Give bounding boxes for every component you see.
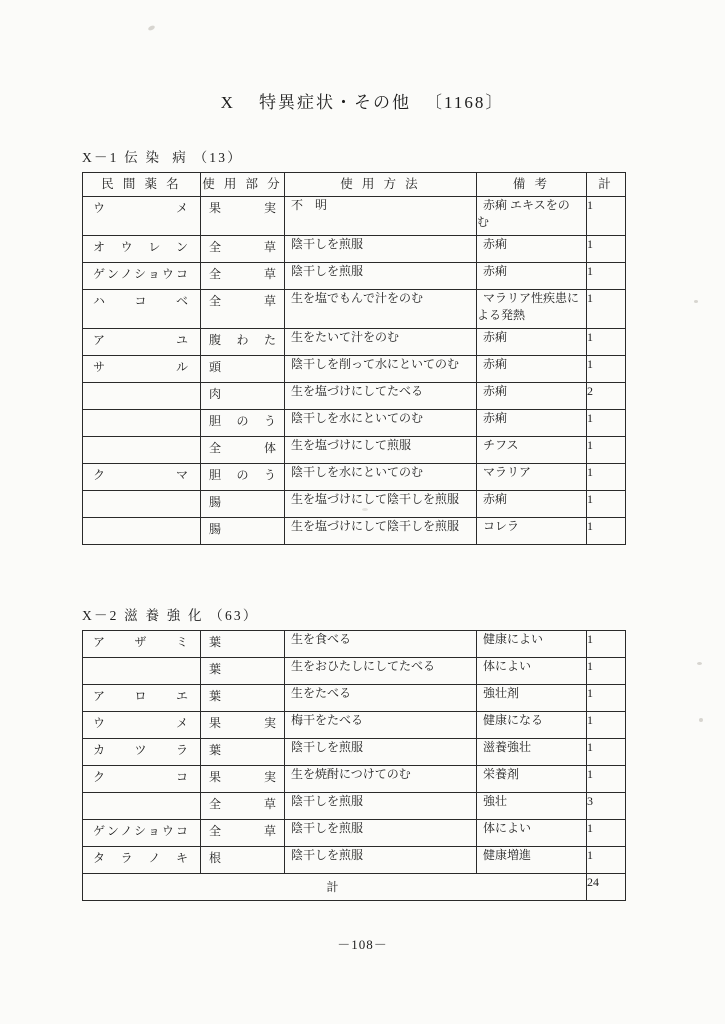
- cell-count: 1: [587, 438, 593, 452]
- cell-note: コレラ: [483, 519, 520, 533]
- table-row: [83, 263, 626, 290]
- cell-method: 陰干しを煎服: [291, 237, 364, 251]
- page-title: [0, 88, 725, 113]
- cell-method: 陰干しを煎服: [291, 794, 364, 808]
- cell-count: 1: [587, 291, 593, 305]
- table-row: [83, 383, 626, 410]
- cell-note: 赤痢: [483, 357, 508, 371]
- table-row: [83, 437, 626, 464]
- cell-method: 生をたべる: [291, 686, 352, 700]
- table-row: [83, 236, 626, 263]
- cell-note: 健康によい: [483, 632, 544, 646]
- cell-note: 赤痢 エキスをのむ: [477, 198, 570, 230]
- cell-name: ア ザ ミ: [93, 635, 188, 649]
- cell-note: 体によい: [483, 821, 532, 835]
- table-row: [83, 290, 626, 329]
- table-row: [83, 410, 626, 437]
- table-row: [83, 712, 626, 739]
- cell-method: 陰干しを水にといてのむ: [291, 411, 424, 425]
- cell-method: 梅干をたべる: [291, 713, 364, 727]
- cell-method: 陰干しを煎服: [291, 264, 364, 278]
- cell-note: 赤痢: [483, 411, 508, 425]
- cell-name: ゲンノショウコ: [93, 267, 188, 281]
- cell-name: [83, 410, 200, 415]
- cell-method: 生を食べる: [291, 632, 352, 646]
- cell-count: 3: [587, 794, 593, 808]
- table-row: [83, 631, 626, 658]
- table-infectious-disease: [82, 172, 626, 545]
- cell-name: ウ メ: [93, 716, 188, 730]
- cell-method: 生を塩づけにしてたべる: [291, 384, 424, 398]
- cell-note: 栄養剤: [483, 767, 520, 781]
- cell-part: 葉: [209, 689, 222, 703]
- cell-name: [83, 491, 200, 496]
- table-row: [83, 329, 626, 356]
- cell-part: 胆 の う: [209, 468, 276, 482]
- cell-count: 1: [587, 330, 593, 344]
- cell-method: 生を焼酎につけてのむ: [291, 767, 411, 781]
- column-header-note: 備 考: [477, 173, 587, 197]
- cell-note: 強壮剤: [483, 686, 520, 700]
- cell-name: [83, 383, 200, 388]
- cell-method: 陰干しを水にといてのむ: [291, 465, 424, 479]
- page-title-text: 特異症状・その他: [258, 93, 411, 112]
- table-row: [83, 739, 626, 766]
- cell-method: 生を塩でもんで汁をのむ: [291, 291, 424, 305]
- cell-part: 全 草: [209, 267, 276, 281]
- table-total-row: [83, 874, 626, 901]
- cell-count: 1: [587, 465, 593, 479]
- cell-name: ク コ: [93, 770, 188, 784]
- cell-method: 生をたいて汁をのむ: [291, 330, 400, 344]
- cell-name: ア ユ: [93, 333, 188, 347]
- cell-note: 健康になる: [483, 713, 544, 727]
- table-row: [83, 658, 626, 685]
- scan-speck: [697, 662, 702, 665]
- column-header-count: 計: [587, 173, 626, 197]
- cell-name: [83, 518, 200, 523]
- cell-part: 葉: [209, 635, 222, 649]
- cell-count: 1: [587, 659, 593, 673]
- cell-part: 全 体: [209, 441, 276, 455]
- cell-part: 胆 の う: [209, 414, 276, 428]
- cell-method: 生を塩づけにして陰干しを煎服: [291, 492, 460, 506]
- cell-name: タ ラ ノ キ: [93, 851, 188, 865]
- table-nutrition-strengthening: [82, 630, 626, 901]
- cell-note: 赤痢: [483, 384, 508, 398]
- cell-count: 1: [587, 848, 593, 862]
- cell-method: 陰干しを削って水にといてのむ: [291, 357, 460, 371]
- cell-method: 陰干しを煎服: [291, 821, 364, 835]
- column-header-name: 民 間 薬 名: [83, 173, 201, 197]
- cell-count: 1: [587, 237, 593, 251]
- cell-count: 2: [587, 384, 593, 398]
- cell-part: 肉: [209, 387, 222, 401]
- cell-count: 1: [587, 519, 593, 533]
- scan-speck: [694, 300, 698, 303]
- cell-name: ゲンノショウコ: [93, 824, 188, 838]
- cell-part: 全 草: [209, 797, 276, 811]
- cell-part: 腹 わ た: [209, 333, 276, 347]
- cell-note: 赤痢: [483, 492, 508, 506]
- cell-name: カ ツ ラ: [93, 743, 188, 757]
- cell-note: 赤痢: [483, 264, 508, 278]
- page-number: －108－: [337, 937, 388, 952]
- cell-count: 1: [587, 632, 593, 646]
- cell-method: 不 明: [291, 198, 328, 212]
- table-row: [83, 793, 626, 820]
- table-row: [83, 766, 626, 793]
- cell-method: 陰干しを煎服: [291, 740, 364, 754]
- scan-speck: [147, 25, 155, 32]
- table-row: [83, 356, 626, 383]
- cell-part: 根: [209, 851, 222, 865]
- cell-method: 生を塩づけにして陰干しを煎服: [291, 519, 460, 533]
- cell-count: 1: [587, 713, 593, 727]
- cell-count: 1: [587, 821, 593, 835]
- cell-count: 1: [587, 411, 593, 425]
- table-row: [83, 685, 626, 712]
- cell-note: マラリア性疾患による発熱: [477, 291, 580, 323]
- cell-part: 葉: [209, 662, 222, 676]
- cell-part: 果 実: [209, 770, 276, 784]
- cell-method: 生をおひたしにしてたべる: [291, 659, 436, 673]
- cell-count: 1: [587, 264, 593, 278]
- table-row: [83, 518, 626, 545]
- column-header-method: 使 用 方 法: [285, 173, 477, 197]
- page-title-number: X: [220, 93, 233, 112]
- cell-note: 強壮: [483, 794, 508, 808]
- cell-part: 全 草: [209, 240, 276, 254]
- cell-part: 全 草: [209, 294, 276, 308]
- cell-note: 赤痢: [483, 330, 508, 344]
- cell-name: ク マ: [93, 468, 188, 482]
- table-header-row: [83, 173, 626, 197]
- cell-name: オ ウ レ ン: [93, 240, 188, 254]
- scan-speck: [699, 718, 703, 722]
- cell-count: 1: [587, 198, 593, 212]
- total-value: 24: [587, 875, 599, 889]
- total-label: 計: [83, 874, 587, 901]
- table-row: [83, 847, 626, 874]
- table-row: [83, 197, 626, 236]
- cell-name: [83, 793, 200, 798]
- cell-part: 頭: [209, 360, 222, 374]
- cell-count: 1: [587, 740, 593, 754]
- cell-part: 全 草: [209, 824, 276, 838]
- cell-note: 滋養強壮: [483, 740, 532, 754]
- cell-part: 果 実: [209, 201, 276, 215]
- cell-count: 1: [587, 686, 593, 700]
- cell-name: ウ メ: [93, 201, 188, 215]
- cell-count: 1: [587, 357, 593, 371]
- column-header-part: 使 用 部 分: [201, 173, 285, 197]
- cell-note: 赤痢: [483, 237, 508, 251]
- cell-name: [83, 437, 200, 442]
- table-row: [83, 491, 626, 518]
- cell-count: 1: [587, 767, 593, 781]
- table-row: [83, 820, 626, 847]
- cell-count: 1: [587, 492, 593, 506]
- cell-method: 生を塩づけにして煎服: [291, 438, 412, 452]
- section-heading-1: X－1 伝 染 病 （13）: [82, 150, 243, 165]
- cell-name: ア ロ エ: [93, 689, 188, 703]
- cell-note: マラリア: [483, 465, 532, 479]
- cell-part: 腸: [209, 495, 222, 509]
- cell-note: 体によい: [483, 659, 532, 673]
- cell-method: 陰干しを煎服: [291, 848, 364, 862]
- section-heading-2: X－2 滋 養 強 化 （63）: [82, 608, 259, 623]
- cell-part: 葉: [209, 743, 222, 757]
- table-row: [83, 464, 626, 491]
- cell-note: チフス: [483, 438, 519, 452]
- cell-note: 健康増進: [483, 848, 532, 862]
- cell-name: [83, 658, 200, 663]
- page-title-bracket: 〔1168〕: [424, 93, 505, 112]
- cell-part: 果 実: [209, 716, 276, 730]
- cell-name: ハ コ ベ: [93, 294, 188, 308]
- cell-name: サ ル: [93, 360, 188, 374]
- cell-part: 腸: [209, 522, 222, 536]
